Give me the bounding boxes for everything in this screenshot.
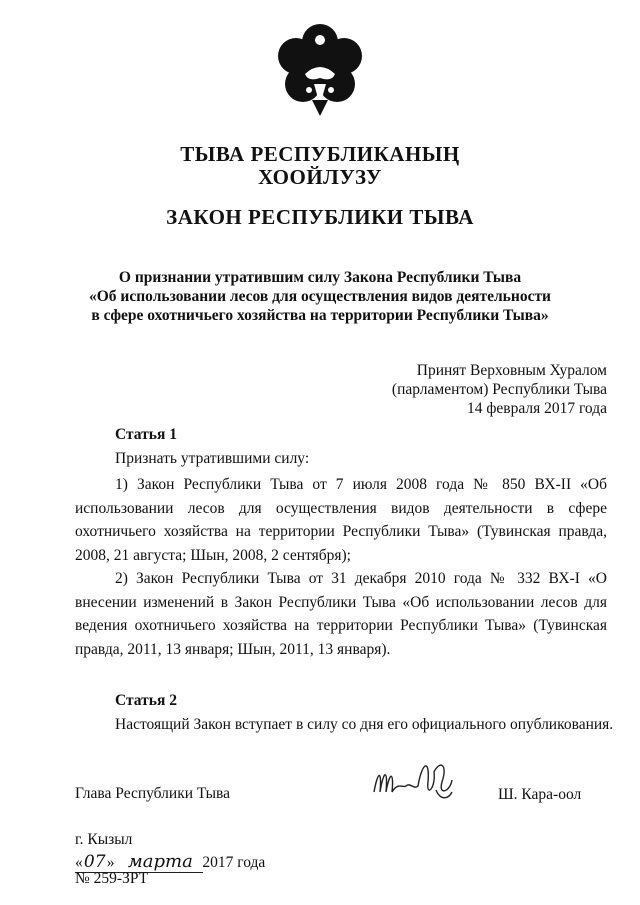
article2-heading: Статья 2 <box>115 692 177 709</box>
article2-text: Настоящий Закон вступает в силу со дня его официального опубликования. <box>115 716 614 733</box>
law-number: № 259-ЗРТ <box>75 870 149 887</box>
adoption-block <box>287 361 607 418</box>
subject-line: О признании утратившим силу Закона Республики Тыва <box>118 269 522 286</box>
adoption-line: Принят Верховным Хуралом <box>416 362 607 379</box>
adoption-line: (парламентом) Республики Тыва <box>391 381 607 398</box>
article1-heading: Статья 1 <box>115 426 177 443</box>
law-title: ЗАКОН РЕСПУБЛИКИ ТЫВА <box>166 205 474 229</box>
subject-line: «Об использовании лесов для осуществления видов деятельности <box>89 288 551 305</box>
signature-icon <box>368 752 468 812</box>
date-open-quote: « <box>75 854 83 871</box>
date-day-handwritten: 07 <box>83 852 106 872</box>
date-month-handwritten: марта <box>127 851 193 872</box>
law-subject <box>0 268 640 325</box>
article1-item2: 2) Закон Республики Тыва от 31 декабря 2010 года № 332 ВХ-I «О внесении изменений в Закон Республики Тыва «Об использовании лесов для ведения охотничьего хозяйства на территории Республики Тыва» (Тувинская правда, 2011, 13 января; Шын, 2011, 13 января). <box>75 570 607 658</box>
header-line2: ХООЙЛУЗУ <box>258 165 382 189</box>
tuva-emblem-icon <box>272 12 368 120</box>
signatory-position: Глава Республики Тыва <box>75 785 231 802</box>
signing-date <box>75 851 265 872</box>
header-line1: ТЫВА РЕСПУБЛИКАНЫҢ <box>180 142 460 166</box>
city: г. Кызыл <box>75 831 133 848</box>
signatory-name: Ш. Кара-оол <box>498 786 582 803</box>
date-close-quote: » <box>106 854 115 871</box>
article1-items <box>75 473 607 661</box>
date-year: 2017 года <box>202 854 266 871</box>
article1-item1: 1) Закон Республики Тыва от 7 июля 2008 года № 850 ВХ-II «Об использовании лесов для осуществления видов деятельности в сфере охотничьего хозяйства на территории Республики Тыва» (Тувинская правда, 2008, 21 августа; Шын, 2008, 2 сентября); <box>75 476 607 564</box>
subject-line: в сфере охотничьего хозяйства на территории Республики Тыва» <box>91 307 549 324</box>
adoption-line: 14 февраля 2017 года <box>466 400 607 417</box>
article1-intro: Признать утратившими силу: <box>115 450 310 467</box>
